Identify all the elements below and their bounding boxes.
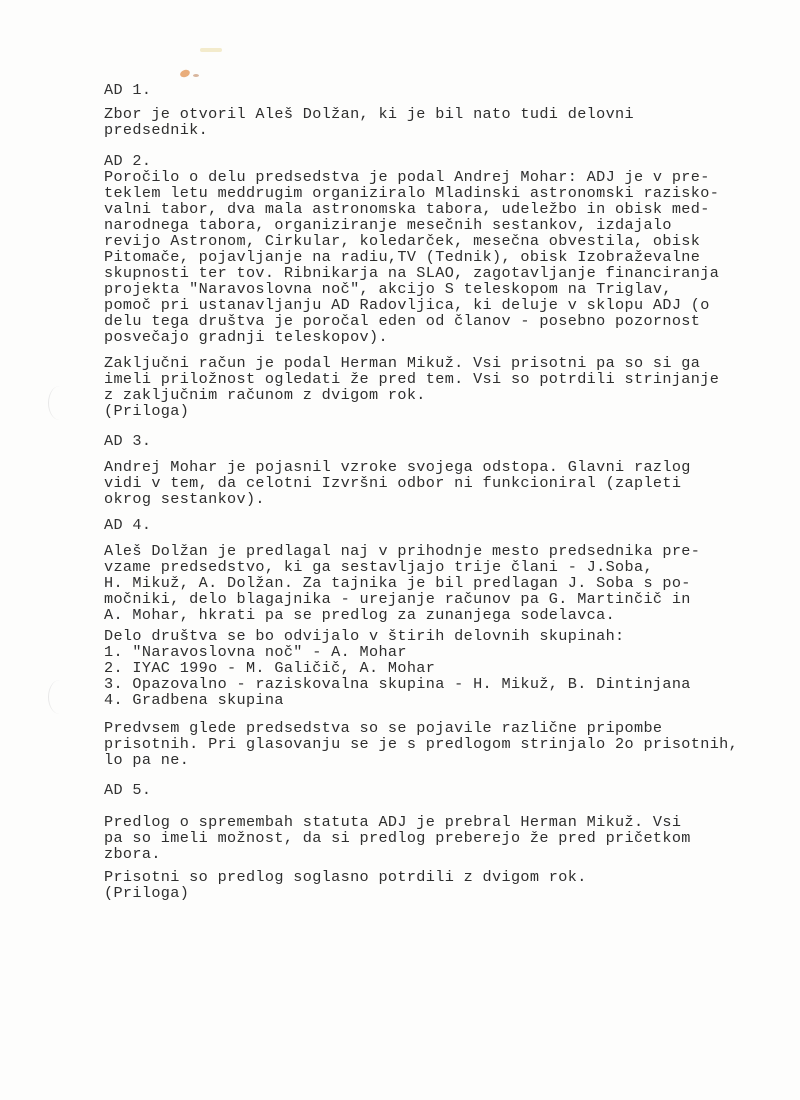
text-line: močniki, delo blagajnika - urejanje računov pa G. Martinčič in <box>104 590 691 608</box>
text-line: posvečajo gradnji teleskopov). <box>104 328 388 346</box>
text-line: delu tega društva je poročal eden od članov - posebno pozornost <box>104 312 701 330</box>
section-heading: AD 2. <box>104 152 152 170</box>
text-line: vzame predsedstvo, ki ga sestavljajo trije člani - J.Soba, <box>104 558 653 576</box>
text-line: vidi v tem, da celotni Izvršni odbor ni funkcioniral (zapleti <box>104 474 682 492</box>
text-line: lo pa ne. <box>104 751 190 769</box>
section-heading: AD 5. <box>104 781 152 799</box>
list-item: 4. Gradbena skupina <box>104 691 284 709</box>
text-line: valni tabor, dva mala astronomska tabora, udeležbo in obisk med- <box>104 200 710 218</box>
text-line: narodnega tabora, organiziranje mesečnih sestankov, izdajalo <box>104 216 672 234</box>
text-line: Zbor je otvoril Aleš Dolžan, ki je bil nato tudi delovni <box>104 105 634 123</box>
text-line: Prisotni so predlog soglasno potrdili z dvigom rok. <box>104 868 587 886</box>
text-line: Aleš Dolžan je predlagal naj v prihodnje mesto predsednika pre- <box>104 542 701 560</box>
text-line: imeli priložnost ogledati že pred tem. Vsi so potrdili strinjanje <box>104 370 720 388</box>
text-line: H. Mikuž, A. Dolžan. Za tajnika je bil predlagan J. Soba s po- <box>104 574 691 592</box>
text-line: skupnosti ter tov. Ribnikarja na SLAO, zagotavljanje financiranja <box>104 264 720 282</box>
text-line: Poročilo o delu predsedstva je podal Andrej Mohar: ADJ je v pre- <box>104 168 710 186</box>
text-line: pa so imeli možnost, da si predlog preberejo že pred pričetkom <box>104 829 691 847</box>
text-line: Predvsem glede predsedstva so se pojavile različne pripombe <box>104 719 663 737</box>
text-line: Zaključni račun je podal Herman Mikuž. Vsi prisotni pa so si ga <box>104 354 701 372</box>
text-line: Andrej Mohar je pojasnil vzroke svojega odstopa. Glavni razlog <box>104 458 691 476</box>
list-item: 3. Opazovalno - raziskovalna skupina - H. Mikuž, B. Dintinjana <box>104 675 691 693</box>
text-line: (Priloga) <box>104 402 190 420</box>
text-line: Pitomače, pojavljanje na radiu,TV (Tednik), obisk Izobraževalne <box>104 248 701 266</box>
text-line: pomoč pri ustanavljanju AD Radovljica, ki deluje v sklopu ADJ (o <box>104 296 710 314</box>
text-line: revijo Astronom, Cirkular, koledarček, mesečna obvestila, obisk <box>104 232 701 250</box>
text-line: prisotnih. Pri glasovanju se je s predlogom strinjalo 2o prisotnih, <box>104 735 739 753</box>
text-line: predsednik. <box>104 121 209 139</box>
text-line: A. Mohar, hkrati pa se predlog za zunanjega sodelavca. <box>104 606 616 624</box>
list-item: 2. IYAC 199o - M. Galičič, A. Mohar <box>104 659 436 677</box>
text-line: Predlog o spremembah statuta ADJ je prebral Herman Mikuž. Vsi <box>104 813 682 831</box>
section-heading: AD 1. <box>104 81 152 99</box>
text-line: z zaključnim računom z dvigom rok. <box>104 386 426 404</box>
list-item: 1. "Naravoslovna noč" - A. Mohar <box>104 643 407 661</box>
text-line: zbora. <box>104 845 161 863</box>
text-line: Delo društva se bo odvijalo v štirih delovnih skupinah: <box>104 627 625 645</box>
text-line: teklem letu meddrugim organiziralo Mladinski astronomski razisko- <box>104 184 720 202</box>
text-line: projekta "Naravoslovna noč", akcijo S teleskopom na Triglav, <box>104 280 672 298</box>
section-heading: AD 4. <box>104 516 152 534</box>
section-heading: AD 3. <box>104 432 152 450</box>
text-line: (Priloga) <box>104 884 190 902</box>
text-line: okrog sestankov). <box>104 490 265 508</box>
